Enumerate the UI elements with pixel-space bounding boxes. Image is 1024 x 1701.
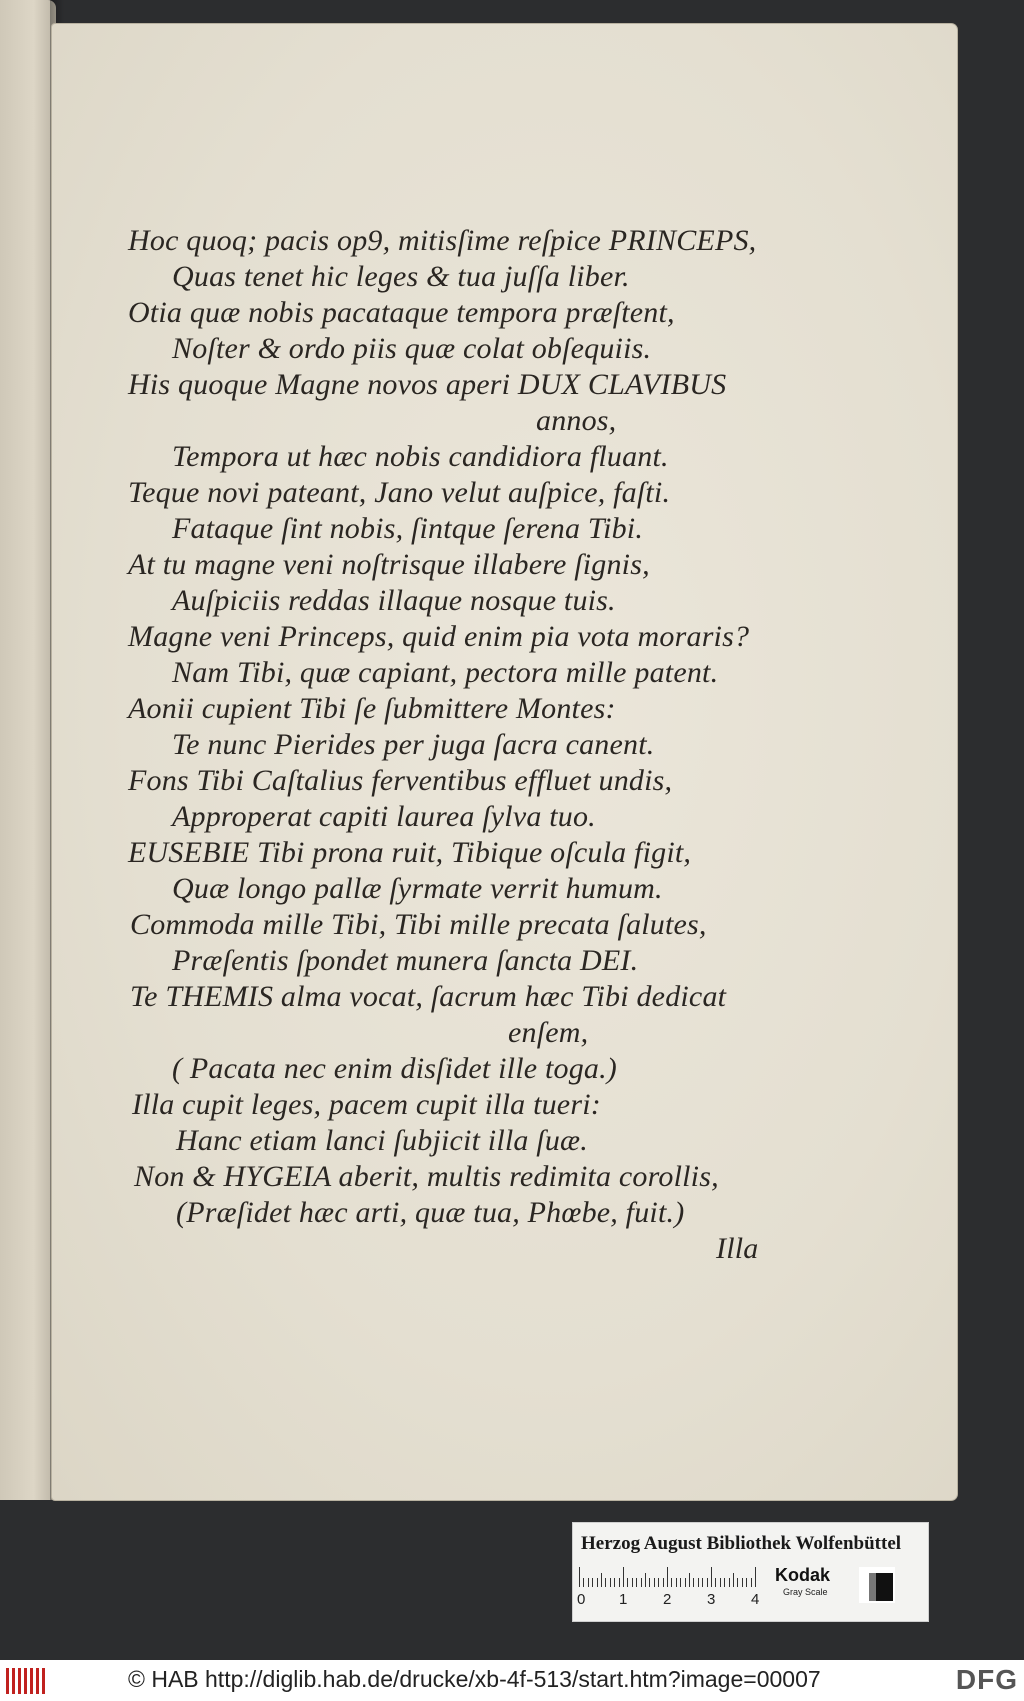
ruler-tick xyxy=(671,1578,672,1587)
catchword: Illa xyxy=(716,1232,759,1265)
ruler-tick xyxy=(685,1578,686,1587)
ruler-tick xyxy=(641,1578,642,1587)
ruler-tick xyxy=(680,1578,681,1587)
poem-line: Aonii cupient Tibi ſe ſubmittere Montes: xyxy=(128,692,616,725)
color-scale-card xyxy=(572,1522,929,1622)
ruler-tick xyxy=(605,1578,606,1587)
ruler-tick xyxy=(707,1578,708,1587)
ruler-tick xyxy=(632,1578,633,1587)
ruler xyxy=(579,1565,769,1587)
poem-line: Illa cupit leges, pacem cupit illa tueri: xyxy=(132,1088,601,1121)
dfg-logo: DFG xyxy=(955,1664,1018,1695)
ruler-tick xyxy=(610,1578,611,1587)
ruler-tick xyxy=(733,1573,734,1587)
ruler-tick xyxy=(597,1578,598,1587)
poem-line: His quoque Magne novos aperi DUX CLAVIBUS xyxy=(128,368,727,401)
poem-line: Hanc etiam lanci ſubjicit illa ſuæ. xyxy=(176,1124,588,1157)
poem-line: Approperat capiti laurea ſylva tuo. xyxy=(172,800,596,833)
ruler-tick xyxy=(693,1578,694,1587)
ruler-tick xyxy=(715,1578,716,1587)
ruler-number: 2 xyxy=(663,1591,672,1608)
poem-line: Tempora ut hæc nobis candidiora fluant. xyxy=(172,440,669,473)
poem-line: Fons Tibi Caſtalius ferventibus effluet undis, xyxy=(128,764,673,797)
book-page xyxy=(52,24,957,1500)
ruler-number: 1 xyxy=(619,1591,628,1608)
ruler-tick xyxy=(689,1573,690,1587)
ruler-tick xyxy=(636,1578,637,1587)
ruler-tick xyxy=(649,1578,650,1587)
ruler-tick xyxy=(755,1567,756,1587)
ruler-tick xyxy=(601,1573,602,1587)
hab-logo-icon xyxy=(6,1668,46,1694)
poem-line: enſem, xyxy=(508,1016,589,1049)
ruler-tick xyxy=(667,1567,668,1587)
ruler-tick xyxy=(627,1578,628,1587)
poem-line: Te THEMIS alma vocat, ſacrum hæc Tibi dedicat xyxy=(130,980,727,1013)
scale-title: Herzog August Bibliothek Wolfenbüttel xyxy=(581,1533,902,1554)
ruler-tick xyxy=(583,1578,584,1587)
ruler-tick xyxy=(702,1578,703,1587)
ruler-tick xyxy=(724,1578,725,1587)
poem-line: EUSEBIE Tibi prona ruit, Tibique oſcula figit, xyxy=(128,836,692,869)
ruler-tick xyxy=(729,1578,730,1587)
poem-line: Quæ longo pallæ ſyrmate verrit humum. xyxy=(172,872,663,905)
footer-bar xyxy=(0,1660,1024,1701)
poem-line: Fataque ſint nobis, ſintque ſerena Tibi. xyxy=(172,512,644,545)
ruler-number: 4 xyxy=(751,1591,760,1608)
ruler-tick xyxy=(579,1567,580,1587)
poem-line: Præſentis ſpondet munera ſancta DEI. xyxy=(172,944,639,977)
poem-line: (Præſidet hæc arti, quæ tua, Phœbe, fuit.) xyxy=(176,1196,685,1229)
ruler-numbers xyxy=(577,1591,777,1611)
poem-line: Hoc quoq; pacis op9, mitisſime reſpice PRINCEPS, xyxy=(128,224,757,257)
poem-line: Nam Tibi, quæ capiant, pectora mille patent. xyxy=(172,656,719,689)
poem-line: Auſpiciis reddas illaque nosque tuis. xyxy=(172,584,616,617)
ruler-tick xyxy=(698,1578,699,1587)
ruler-number: 3 xyxy=(707,1591,716,1608)
ruler-tick xyxy=(663,1578,664,1587)
ruler-tick xyxy=(711,1567,712,1587)
ruler-tick xyxy=(623,1567,624,1587)
poem-line: annos, xyxy=(536,404,617,437)
ruler-tick xyxy=(614,1578,615,1587)
ruler-tick xyxy=(742,1578,743,1587)
poem-line: Magne veni Princeps, quid enim pia vota moraris? xyxy=(128,620,750,653)
ruler-tick xyxy=(737,1578,738,1587)
poem-line: At tu magne veni noſtrisque illabere ſignis, xyxy=(128,548,650,581)
poem-line: Noſter & ordo piis quæ colat obſequiis. xyxy=(172,332,652,365)
ruler-tick xyxy=(588,1578,589,1587)
poem-line: Te nunc Pierides per juga ſacra canent. xyxy=(172,728,655,761)
ruler-tick xyxy=(658,1578,659,1587)
poem-line: Non & HYGEIA aberit, multis redimita corollis, xyxy=(134,1160,719,1193)
ruler-tick xyxy=(676,1578,677,1587)
poem-line: Commoda mille Tibi, Tibi mille precata ſalutes, xyxy=(130,908,707,941)
poem-line: ( Pacata nec enim disſidet ille toga.) xyxy=(172,1052,617,1085)
kodak-label: Kodak xyxy=(775,1565,831,1585)
facing-page-edge xyxy=(0,0,56,1500)
poem-line: Quas tenet hic leges & tua juſſa liber. xyxy=(172,260,630,293)
ruler-tick xyxy=(746,1578,747,1587)
gray-patch xyxy=(859,1567,895,1603)
source-url[interactable]: © HAB http://diglib.hab.de/drucke/xb-4f-513/start.htm?image=00007 xyxy=(128,1666,821,1692)
ruler-tick xyxy=(592,1578,593,1587)
ruler-tick xyxy=(619,1578,620,1587)
poem-line: Otia quæ nobis pacataque tempora præſtent, xyxy=(128,296,675,329)
gray-scale-label: Gray Scale xyxy=(783,1587,828,1597)
ruler-tick xyxy=(654,1578,655,1587)
ruler-tick xyxy=(645,1573,646,1587)
ruler-tick xyxy=(751,1578,752,1587)
poem-line: Teque novi pateant, Jano velut auſpice, faſti. xyxy=(128,476,671,509)
ruler-number: 0 xyxy=(577,1591,586,1608)
ruler-tick xyxy=(720,1578,721,1587)
